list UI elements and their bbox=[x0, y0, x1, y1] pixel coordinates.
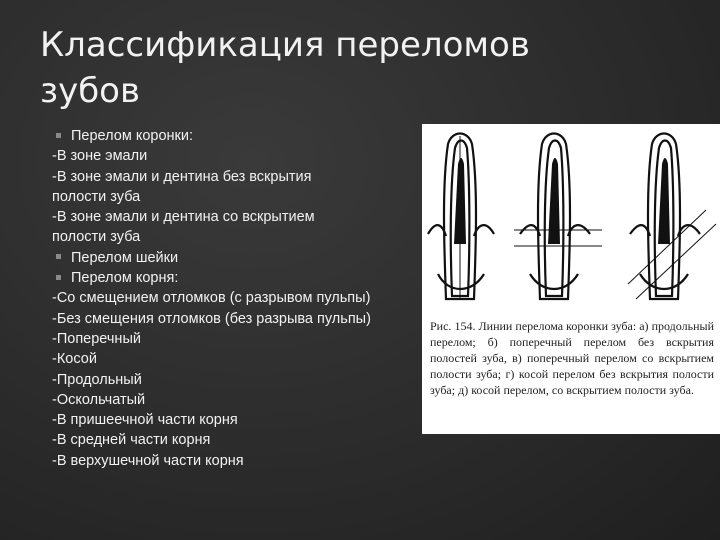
list-item: -В средней части корня bbox=[52, 432, 211, 449]
list-item: -В зоне эмали bbox=[52, 148, 148, 165]
list-item bbox=[52, 268, 432, 288]
classification-list bbox=[52, 126, 432, 471]
list-item: -Косой bbox=[52, 351, 97, 368]
figure-caption: Рис. 154. Линии перелома коронки зуба: а) продольный перелом; б) поперечный перелом без вскрытия полостей зуба, в) поперечный перелом со вскрытием полости зуба; г) косой перелом без вскрытия полости зуба; д) косой перелом, со вскрытием полости зуба. bbox=[430, 319, 714, 397]
list-item bbox=[52, 126, 432, 146]
list-item: -Со смещением отломков (с разрывом пульпы) bbox=[52, 290, 371, 307]
list-item: -Продольный bbox=[52, 371, 142, 388]
list-item: -В пришеечной части корня bbox=[52, 412, 238, 429]
tooth-fracture-figure bbox=[422, 124, 720, 434]
bullet-icon bbox=[56, 254, 61, 259]
list-item-text: Перелом корня: bbox=[71, 270, 179, 287]
bullet-icon bbox=[56, 133, 61, 138]
list-item: -В зоне эмали и дентина без вскрытия bbox=[52, 168, 312, 185]
list-item: -В верхушечной части корня bbox=[52, 452, 244, 469]
tooth-diagram bbox=[422, 124, 720, 316]
tooth-c-illustration bbox=[628, 134, 716, 300]
list-item: полости зуба bbox=[52, 188, 141, 205]
list-item-text: Перелом шейки bbox=[71, 249, 179, 266]
list-item: -Поперечный bbox=[52, 330, 141, 347]
list-item bbox=[52, 248, 432, 268]
slide-title: Классификация переломов зубов bbox=[40, 25, 530, 111]
list-item-text: Перелом коронки: bbox=[71, 128, 193, 144]
list-item: -Без смещения отломков (без разрыва пульпы) bbox=[52, 310, 371, 327]
list-item: полости зуба bbox=[52, 229, 141, 246]
list-item: -В зоне эмали и дентина со вскрытием bbox=[52, 209, 315, 226]
bullet-icon bbox=[56, 275, 61, 280]
list-item: -Оскольчатый bbox=[52, 391, 146, 408]
